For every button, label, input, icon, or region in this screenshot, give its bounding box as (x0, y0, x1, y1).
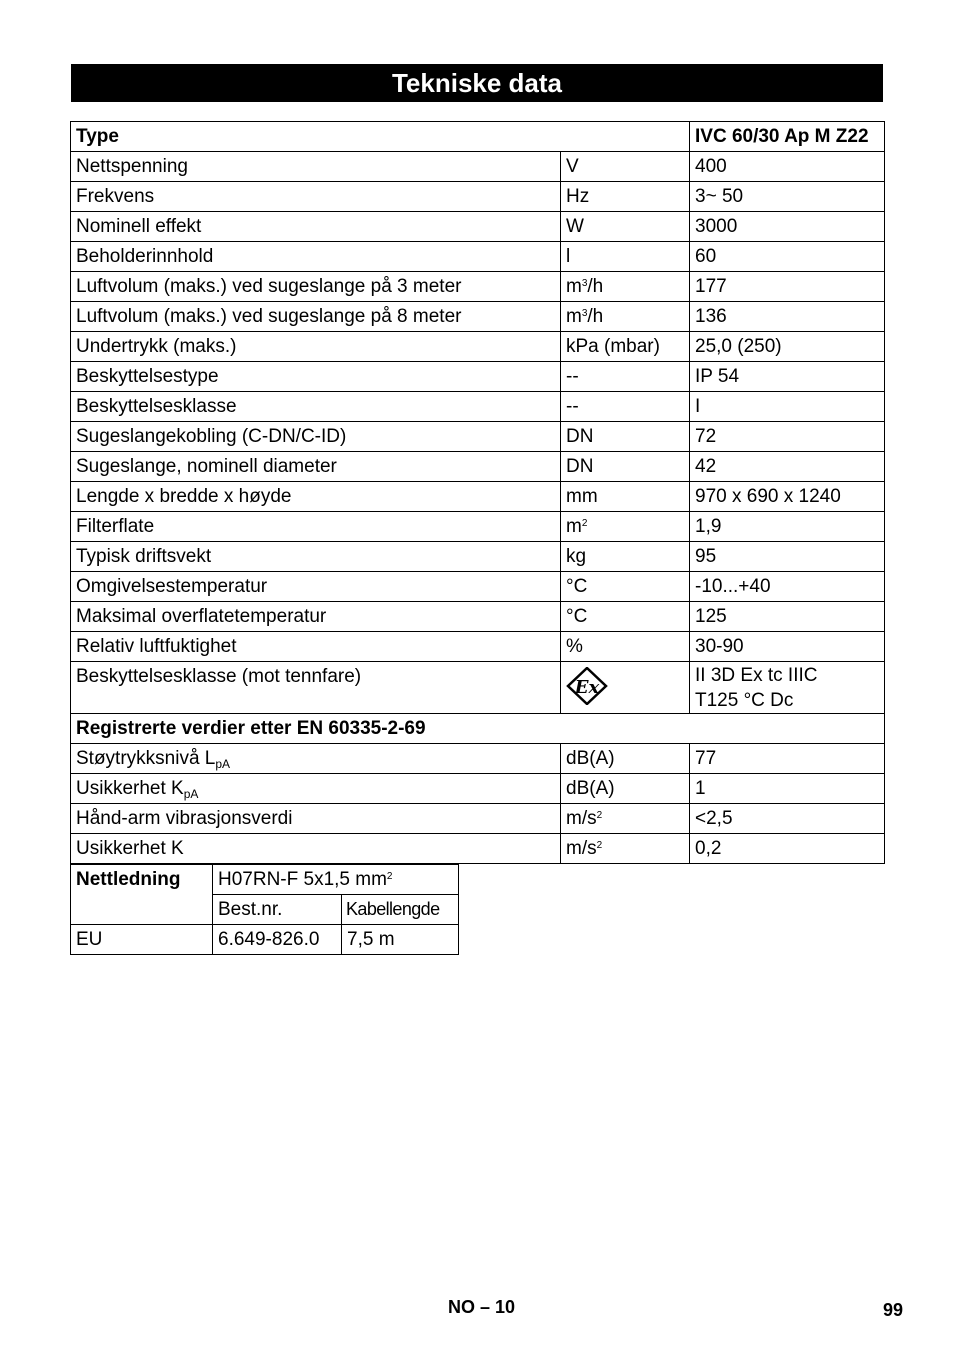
row-value: 970 x 690 x 1240 (690, 482, 885, 512)
part-number-header: Best.nr. (213, 895, 342, 925)
row-label: Beskyttelsestype (71, 362, 561, 392)
row-value: 42 (690, 452, 885, 482)
row-value: 95 (690, 542, 885, 572)
cable-type (213, 865, 459, 895)
row-label: Beskyttelsesklasse (mot tennfare) (71, 662, 561, 714)
technical-data-table (70, 121, 885, 864)
table-row (71, 302, 885, 332)
table-row (71, 422, 885, 452)
table-row (71, 774, 885, 804)
cable-length-header: Kabellengde (342, 895, 459, 925)
unit-superscript: 2 (581, 518, 588, 529)
row-label: Nominell effekt (71, 212, 561, 242)
cable-type-main: H07RN-F 5x1,5 mm (218, 869, 387, 890)
row-unit: DN (561, 422, 690, 452)
row-unit: Hz (561, 182, 690, 212)
row-unit (561, 272, 690, 302)
row-unit: dB(A) (561, 774, 690, 804)
table-row (71, 362, 885, 392)
cable-data-row (71, 925, 459, 955)
section-heading: Registrerte verdier etter EN 60335-2-69 (71, 714, 885, 744)
unit-superscript: 2 (596, 840, 603, 851)
row-label: Luftvolum (maks.) ved sugeslange på 3 meter (71, 272, 561, 302)
row-unit: DN (561, 452, 690, 482)
part-number: 6.649-826.0 (213, 925, 342, 955)
table-row (71, 834, 885, 864)
cable-length: 7,5 m (342, 925, 459, 955)
row-value: 0,2 (690, 834, 885, 864)
table-row (71, 512, 885, 542)
label-main: Usikkerhet K (76, 778, 184, 799)
unit-main: m/s (566, 838, 597, 859)
row-label: Sugeslange, nominell diameter (71, 452, 561, 482)
unit-rest: /h (587, 306, 604, 327)
row-label: Nettspenning (71, 152, 561, 182)
row-unit: °C (561, 602, 690, 632)
table-row (71, 272, 885, 302)
table-row (71, 572, 885, 602)
row-label: Undertrykk (maks.) (71, 332, 561, 362)
row-label: Filterflate (71, 512, 561, 542)
row-unit: -- (561, 392, 690, 422)
row-value: IP 54 (690, 362, 885, 392)
row-value: 3~ 50 (690, 182, 885, 212)
unit-superscript: 3 (581, 278, 588, 289)
table-row (71, 744, 885, 774)
table-row (71, 602, 885, 632)
row-value: 125 (690, 602, 885, 632)
unit-superscript: 2 (596, 810, 603, 821)
row-unit: kPa (mbar) (561, 332, 690, 362)
cable-type-row (71, 865, 459, 895)
unit-main: m/s (566, 808, 597, 829)
ex-atex-icon (566, 667, 608, 705)
table-row (71, 392, 885, 422)
row-label: Typisk driftsvekt (71, 542, 561, 572)
row-value: I (690, 392, 885, 422)
cable-type-superscript: 2 (386, 871, 393, 882)
row-label: Hånd-arm vibrasjonsverdi (71, 804, 561, 834)
label-subscript: pA (183, 787, 199, 801)
row-unit: l (561, 242, 690, 272)
row-value: 60 (690, 242, 885, 272)
unit-superscript: 3 (581, 308, 588, 319)
table-row (71, 452, 885, 482)
row-value: 1 (690, 774, 885, 804)
row-value: 30-90 (690, 632, 885, 662)
row-value: 400 (690, 152, 885, 182)
table-row (71, 212, 885, 242)
model-name: IVC 60/30 Ap M Z22 (690, 122, 885, 152)
row-value: 77 (690, 744, 885, 774)
type-label: Type (71, 122, 690, 152)
unit-rest: /h (587, 276, 604, 297)
row-unit: -- (561, 362, 690, 392)
row-unit (561, 302, 690, 332)
table-row (71, 482, 885, 512)
row-value: <2,5 (690, 804, 885, 834)
row-value: 1,9 (690, 512, 885, 542)
row-value (690, 662, 885, 714)
table-row (71, 332, 885, 362)
row-unit: % (561, 632, 690, 662)
row-label: Beholderinnhold (71, 242, 561, 272)
svg-text:Ex: Ex (574, 676, 600, 698)
unit-main: m (566, 516, 582, 537)
row-label: Luftvolum (maks.) ved sugeslange på 8 meter (71, 302, 561, 332)
row-label (71, 774, 561, 804)
section-heading-row (71, 714, 885, 744)
label-subscript: pA (215, 757, 231, 771)
row-unit: °C (561, 572, 690, 602)
table-header-row (71, 122, 885, 152)
row-label: Usikkerhet K (71, 834, 561, 864)
table-row (71, 182, 885, 212)
row-unit (561, 834, 690, 864)
row-value: 177 (690, 272, 885, 302)
row-label: Maksimal overflatetemperatur (71, 602, 561, 632)
region: EU (71, 925, 213, 955)
unit-main: m (566, 306, 582, 327)
row-unit: kg (561, 542, 690, 572)
page-title: Tekniske data (71, 64, 883, 102)
row-unit: W (561, 212, 690, 242)
row-label (71, 744, 561, 774)
label-main: Støytrykksnivå L (76, 748, 216, 769)
row-value: 136 (690, 302, 885, 332)
unit-main: m (566, 276, 582, 297)
table-row (71, 804, 885, 834)
row-value: 3000 (690, 212, 885, 242)
table-row (71, 632, 885, 662)
power-cable-table (70, 864, 459, 955)
row-value: -10...+40 (690, 572, 885, 602)
footer-page-number: 99 (883, 1300, 904, 1320)
table-row (71, 152, 885, 182)
row-label: Omgivelsestemperatur (71, 572, 561, 602)
table-row (71, 542, 885, 572)
table-row (71, 242, 885, 272)
footer-section-number: NO – 10 (448, 1297, 516, 1317)
row-label: Sugeslangekobling (C-DN/C-ID) (71, 422, 561, 452)
row-unit (561, 662, 690, 714)
row-value: 72 (690, 422, 885, 452)
row-unit: V (561, 152, 690, 182)
row-unit (561, 804, 690, 834)
cable-heading: Nettledning (71, 865, 213, 925)
ex-protection-row (71, 662, 885, 714)
value-line-2: T125 °C Dc (695, 690, 794, 711)
row-unit (561, 512, 690, 542)
row-unit: mm (561, 482, 690, 512)
row-label: Beskyttelsesklasse (71, 392, 561, 422)
row-unit: dB(A) (561, 744, 690, 774)
row-value: 25,0 (250) (690, 332, 885, 362)
row-label: Relativ luftfuktighet (71, 632, 561, 662)
row-label: Frekvens (71, 182, 561, 212)
row-label: Lengde x bredde x høyde (71, 482, 561, 512)
value-line-1: II 3D Ex tc IIIC (695, 665, 818, 686)
